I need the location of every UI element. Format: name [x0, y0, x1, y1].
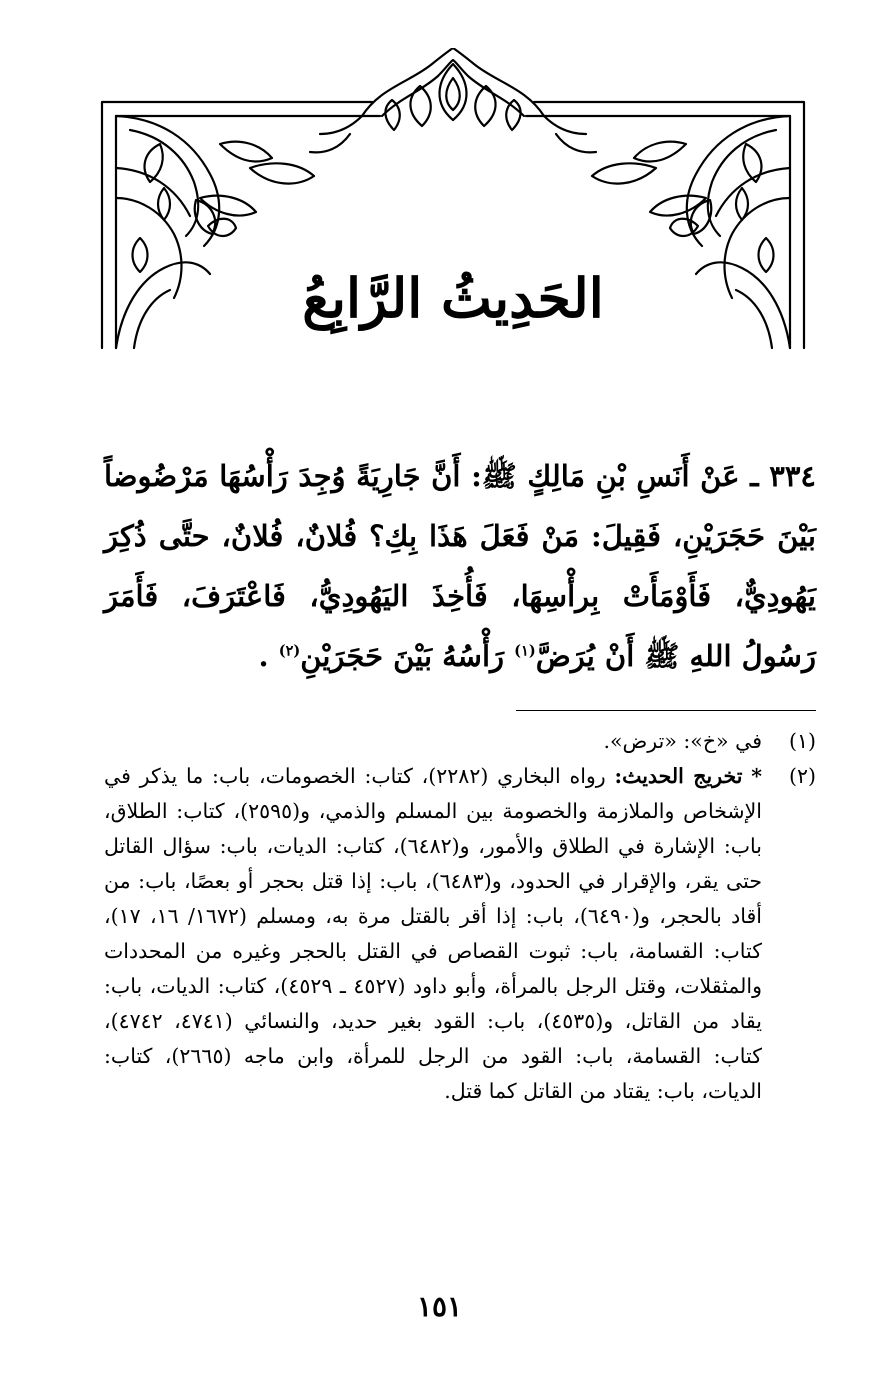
- footnote-1: [104, 724, 816, 759]
- hadith-body-end: رَأْسُهُ بَيْنَ حَجَرَيْنِ: [300, 639, 515, 673]
- footnote-body: رواه البخاري (٢٢٨٢)، كتاب: الخصومات، باب: ما يذكر في الإشخاص والملازمة والخصومة بين المسلم والذمي، و(٢٥٩٥)، كتاب: الطلاق، باب: الإشارة في الطلاق والأمور، و(٦٤٨٢)، كتاب: الديات، باب: سؤال القاتل حتى يقر، والإقرار في الحدود، و(٦٤٨٣)، باب: إذا قتل بحجر أو بعصًا، باب: من أقاد بالحجر، و(٦٤٩٠)، باب: إذا أقر بالقتل مرة به، ومسلم (١٦٧٢/ ١٦، ١٧)، كتاب: القسامة، باب: ثبوت القصاص في القتل بالحجر وغيره من المحددات والمثقلات، وقتل الرجل بالمرأة، وأبو داود (٤٥٢٧ ـ ٤٥٢٩)، كتاب: الديات، باب: يقاد من القاتل، و(٤٥٣٥)، باب: القود بغير حديد، والنسائي (٤٧٤١، ٤٧٤٢)، كتاب: القسامة، باب: القود من الرجل للمرأة، وابن ماجه (٢٦٦٥)، كتاب: الديات، باب: يقتاد من القاتل كما قتل.: [104, 764, 763, 1103]
- hadith-text: [104, 446, 816, 686]
- footnote-number: (٢): [788, 764, 816, 788]
- footnote-separator: [516, 710, 816, 711]
- hadith-dash: ـ: [750, 459, 759, 493]
- crown-ornament: [310, 48, 596, 152]
- hadith-terminator: .: [258, 639, 279, 673]
- star-marker: *: [751, 764, 762, 788]
- footnote-text: [104, 759, 762, 1109]
- footnote-marker-2[interactable]: (٢): [278, 642, 301, 660]
- hadith-number: ٣٣٤: [769, 459, 816, 493]
- page-number: ١٥١: [416, 1290, 463, 1323]
- footnote-2: [104, 759, 816, 1109]
- footnote-text: في «خ»: «ترض».: [603, 729, 762, 753]
- footnotes: [104, 724, 816, 1109]
- chapter-title: الحَدِيثُ الرَّابِعُ: [302, 266, 604, 330]
- footnote-number: (١): [788, 729, 816, 753]
- footnote-marker-1[interactable]: (١): [514, 642, 536, 660]
- hadith-body: عَنْ أَنَسِ بْنِ مَالِكٍ ﷺ: أَنَّ جَارِيَةً وُجِدَ رَأْسُهَا مَرْضُوضاً بَيْنَ حَجَرَيْنِ، فَقِيلَ: مَنْ فَعَلَ هَذَا بِكِ؟ فُلانٌ، فُلانٌ، حتَّى ذُكِرَ يَهُودِيٌّ، فَأَوْمَأَتْ بِرأْسِهَا، فَأُخِذَ اليَهُودِيُّ، فَاعْتَرَفَ، فَأَمَرَ رَسُولُ اللهِ ﷺ أَنْ يُرَضَّ: [104, 459, 816, 673]
- footnote-heading: تخريج الحديث:: [614, 764, 743, 788]
